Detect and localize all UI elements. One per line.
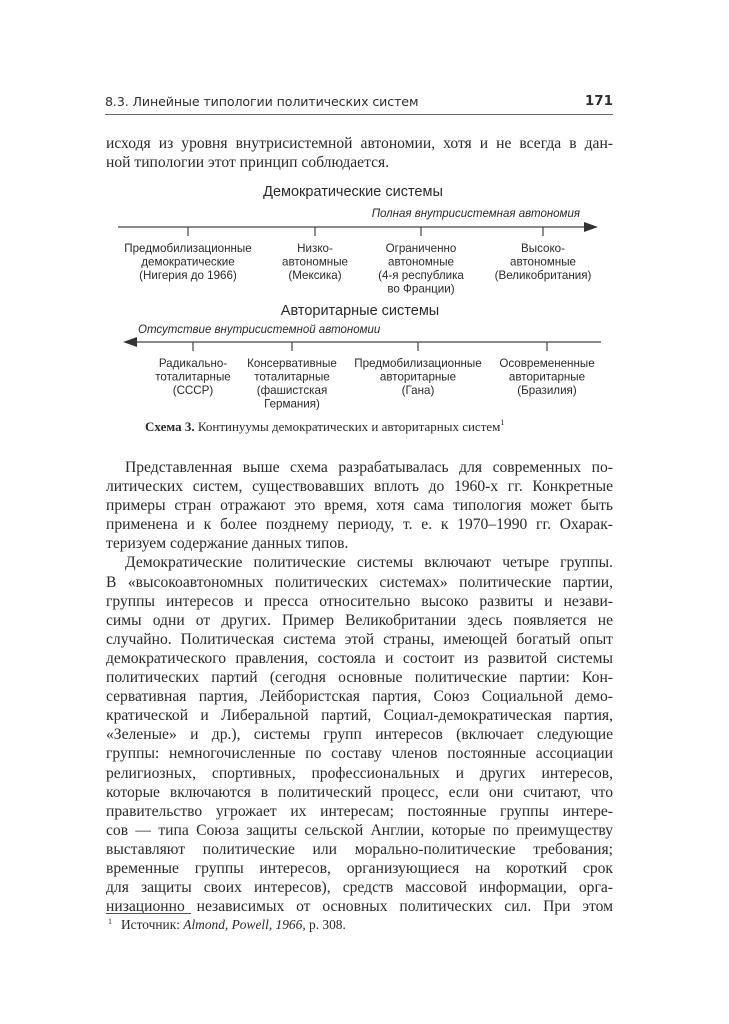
- democratic-item-label: (Мексика): [288, 269, 342, 282]
- democratic-item-label: автономные: [282, 255, 348, 269]
- text-line: сов — типа Союза защиты сельской Англии, которые по преимуществу: [106, 821, 613, 839]
- text-line: случайно. Политическая система этой страны, имеющей богатый опыт: [106, 630, 613, 648]
- text-line: симы одни от других. Пример Великобритании здесь появляется не: [106, 611, 613, 629]
- authoritarian-axis-label: Отсутствие внутрисистемной автономии: [138, 324, 381, 336]
- text-line: выставляют политические или морально-политические требования;: [106, 840, 613, 858]
- footnote-prefix: Источник:: [121, 917, 184, 932]
- text-line: исходя из уровня внутрисистемной автономии, хотя и не всегда в дан-: [106, 135, 613, 152]
- democratic-item-label: демократические: [141, 255, 235, 269]
- authoritarian-item-label: Консервативные: [247, 357, 337, 370]
- authoritarian-item-label: (фашистская: [256, 384, 328, 397]
- main-text: [106, 458, 613, 916]
- text-line: правительство угрожает их интересам; постоянные группы интере-: [106, 802, 613, 820]
- democratic-item-label: Предмобилизационные: [124, 242, 252, 255]
- democratic-item-label: Низко-: [297, 242, 333, 255]
- authoritarian-item-label: (Бразилия): [517, 384, 577, 397]
- figure-caption: [145, 418, 585, 435]
- democratic-item-label: (4-я республика: [378, 269, 464, 282]
- democratic-axis-label: Полная внутрисистемная автономия: [371, 208, 580, 220]
- authoritarian-item-label: Радикально-: [158, 357, 228, 370]
- text-line: литических систем, существовавших вплоть до 1960-х гг. Конкретные: [106, 478, 613, 496]
- text-line: сервативная партия, Лейбористская партия, Союз Социальной демо-: [106, 688, 613, 706]
- text-line: Демократические политические системы включают четыре группы.: [125, 554, 613, 572]
- authoritarian-item-label: (Гана): [401, 384, 435, 397]
- footnote-mark: 1: [108, 917, 112, 926]
- text-line: ной типологии этот принцип соблюдается.: [106, 154, 390, 172]
- text-line: примеры стран отражают это время, хотя сама типология может быть: [106, 497, 613, 515]
- democratic-item-label: автономные: [510, 255, 576, 269]
- page-number: 171: [584, 93, 613, 109]
- text-line: кратической и Либеральной партий, Социал-демократическая партия,: [106, 707, 613, 725]
- text-line: временные группы интересов, организующиеся на короткий срок: [106, 859, 613, 877]
- text-line: теризуем содержание данных типов.: [106, 535, 349, 553]
- authoritarian-item-label: тоталитарные: [254, 370, 330, 384]
- democratic-heading: Демократические системы: [263, 184, 443, 200]
- text-line: демократического правления, состояла и состоит из развитой системы: [106, 649, 613, 667]
- text-line: религиозных, спортивных, профессиональных и других интересов,: [106, 764, 613, 782]
- text-line: группы: немногочисленные по составу членов постоянные ассоциации: [106, 745, 613, 763]
- authoritarian-item-label: Германия): [264, 397, 320, 411]
- authoritarian-item-label: (СССР): [172, 384, 214, 397]
- text-line: политических партий (сегодня основные политические партии: Кон-: [106, 669, 613, 687]
- democratic-item-label: автономные: [388, 255, 454, 269]
- footnote-authors: Almond, Powell, 1966: [183, 917, 303, 932]
- democratic-item-label: (Великобритания): [494, 269, 592, 282]
- continuum-diagram: [0, 0, 729, 420]
- caption-text: Континуумы демократических и авторитарных систем: [194, 419, 501, 434]
- authoritarian-item-label: тоталитарные: [155, 370, 231, 384]
- footnote-reference[interactable]: 1: [500, 418, 505, 427]
- text-line: низационно независимых от основных политических сил. При этом: [106, 898, 613, 916]
- running-head-title: 8.3. Линейные типологии политических систем: [105, 94, 419, 109]
- footnote: [108, 917, 346, 933]
- footnote-divider: [106, 913, 191, 914]
- text-line: группы интересов и пресса относительно высоко развиты и незави-: [106, 592, 613, 610]
- arrow-left-icon: [123, 337, 137, 347]
- democratic-item-label: Высоко-: [521, 242, 565, 255]
- authoritarian-item-label: Предмобилизационные: [354, 357, 482, 370]
- authoritarian-item-label: Осовремененные: [499, 357, 595, 370]
- democratic-item-label: во Франции): [387, 282, 455, 296]
- caption-label: Схема 3.: [145, 419, 195, 434]
- text-line: применена и к более позднему периоду, т. е. к 1970–1990 гг. Охарак-: [106, 516, 613, 534]
- authoritarian-item-label: авторитарные: [508, 370, 586, 384]
- text-line: Представленная выше схема разрабатывалась для современных по-: [125, 459, 613, 476]
- text-line: «Зеленые» и др.), системы групп интересов (включает следующие: [106, 726, 613, 744]
- authoritarian-item-label: авторитарные: [379, 370, 457, 384]
- text-line: для защиты своих интересов), средств массовой информации, орга-: [106, 879, 613, 897]
- authoritarian-heading: Авторитарные системы: [280, 303, 440, 319]
- arrow-right-icon: [584, 222, 598, 232]
- democratic-item-label: Ограниченно: [385, 242, 457, 255]
- text-line: которые включаются в политический процесс, если они считают, что: [106, 783, 613, 801]
- footnote-suffix: , p. 308.: [302, 917, 346, 932]
- text-line: В «высокоавтономных политических системах» политические партии,: [106, 573, 613, 591]
- democratic-item-label: (Нигерия до 1966): [139, 269, 237, 282]
